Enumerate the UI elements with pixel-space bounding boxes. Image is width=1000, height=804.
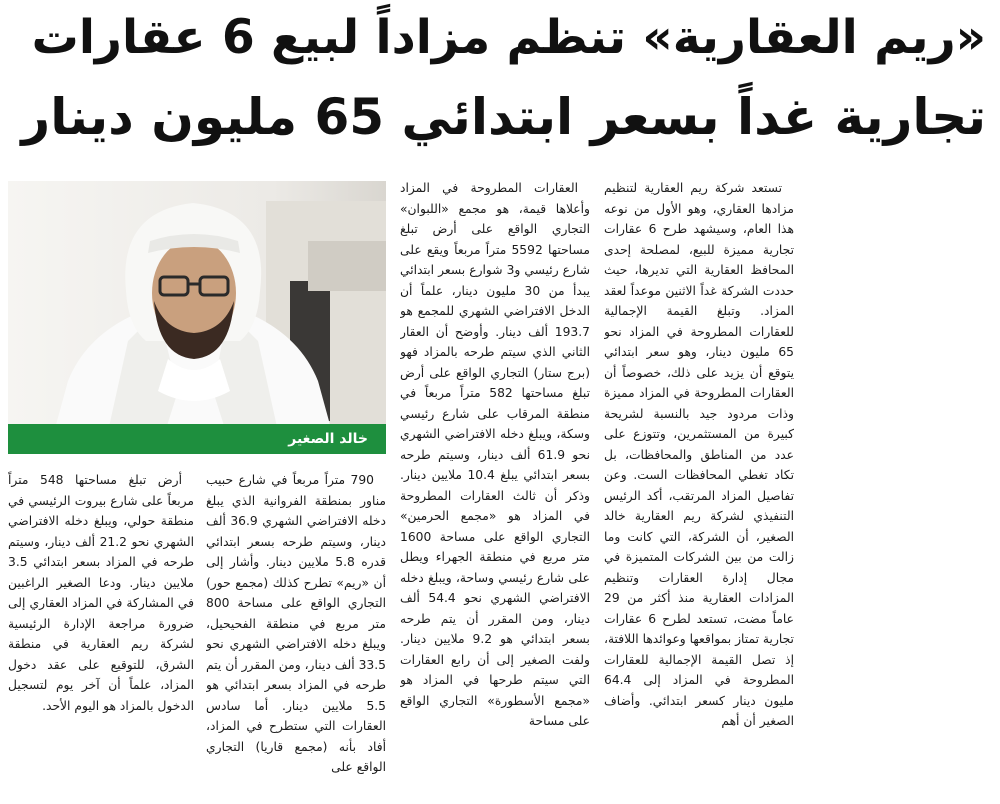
portrait-illustration <box>8 181 386 454</box>
headline-line-2: تجارية غداً بسعر ابتدائي 65 مليون دينار <box>21 88 986 146</box>
column-3-text: 790 متراً مربعاً في شارع حبيب مناور بمنطقة الفروانية الذي يبلغ دخله الافتراضي الشهري 36.9 ألف دينار، وسيتم طرحه بسعر ابتدائي قدره 5.8 ملايين دينار. وأشار إلى أن «ريم» تطرح كذلك (مجمع حور) التجاري الواقع على مساحة 800 متر مربع في منطقة الفحيحيل، ويبلغ دخله الافتراضي الشهري نحو 33.5 ألف دينار، ومن المقرر أن يتم طرحه في المزاد بسعر ابتدائي هو 5.5 ملايين دينار. أما سادس العقارات التي ستطرح في المزاد، أفاد بأنه (مجمع قاريا) التجاري الواقع على <box>206 473 386 774</box>
headline-line-1: «ريم العقارية» تنظم مزاداً لبيع 6 عقارات <box>31 10 986 65</box>
portrait-photo <box>8 181 386 454</box>
article-column-1 <box>604 178 794 804</box>
article-column-2 <box>400 178 590 804</box>
article-column-3 <box>206 470 386 804</box>
column-2-text: العقارات المطروحة في المزاد وأعلاها قيمة، هو مجمع «اللبوان» التجاري الواقع على أرض تبلغ مساحتها 5592 متراً مربعاً ويقع على شارع رئيسي و3 شوارع بسعر ابتدائي يبدأ من 30 مليون دينار، علماً أن الدخل الافتراضي الشهري للمجمع هو 193.7 ألف دينار. وأوضح أن العقار الثاني الذي سيتم طرحه بالمزاد فهو (برج ستار) التجاري الواقع على أرض تبلغ مساحتها 582 متراً مربعاً في منطقة المرقاب على شارع رئيسي وسكة، ويبلغ دخله الافتراضي الشهري نحو 61.9 ألف دينار، وسيتم طرحه بسعر ابتدائي يبلغ 10.4 ملايين دينار. وذكر أن ثالث العقارات المطروحة في المزاد هو «مجمع الحرمين» التجاري الواقع على مساحة 1600 متر مربع في منطقة الجهراء ويطل على شارع رئيسي وساحة، ويبلغ دخله الافتراضي الشهري نحو 54.4 ألف دينار، ومن المقرر أن يتم طرحه بسعر ابتدائي هو 9.2 ملايين دينار. ولفت الصغير إلى أن رابع العقارات التي سيتم طرحها في المزاد هو «مجمع الأسطورة» التجاري الواقع على مساحة <box>400 181 590 728</box>
photo-caption: خالد الصغير <box>8 424 386 454</box>
article-column-4 <box>8 470 194 750</box>
column-1-text: تستعد شركة ريم العقارية لتنظيم مزادها العقاري، وهو الأول من نوعه هذا العام، وسيشهد طرح 6 عقارات تجارية مميزة للبيع، لمصلحة إحدى المحافظ العقارية التي تديرها، حيث حددت الشركة غداً الاثنين موعداً لعقد المزاد. وتبلغ القيمة الإجمالية للعقارات المطروحة في المزاد نحو 65 مليون دينار، وهو سعر ابتدائي يتوقع أن يزيد على ذلك، خصوصاً أن العقارات المطروحة في المزاد مميزة وذات مردود جيد بالنسبة لشريحة كبيرة من المستثمرين، وتتوزع على عدد من المناطق والمحافظات، بل تكاد تغطي المحافظات الست. وعن تفاصيل المزاد المرتقب، أكد الرئيس التنفيذي لشركة ريم العقارية خالد الصغير، أن الشركة، التي كانت وما زالت من بين الشركات المتميزة في مجال إدارة العقارات وتنظيم المزادات العقارية منذ أكثر من 29 عاماً مضت، تستعد لطرح 6 عقارات تجارية تمتاز بمواقعها وعوائدها اللافتة، إذ تصل القيمة الإجمالية للعقارات المطروحة في المزاد إلى 64.4 مليون دينار كسعر ابتدائي. وأضاف الصغير أن أهم <box>604 181 794 728</box>
column-4-text: أرض تبلغ مساحتها 548 متراً مربعاً على شارع بيروت الرئيسي في منطقة حولي، ويبلغ دخله الافتراضي الشهري نحو 21.2 ألف دينار، وسيتم طرحه في المزاد بسعر ابتدائي 3.5 ملايين دينار. ودعا الصغير الراغبين في المشاركة في المزاد العقاري إلى ضرورة مراجعة الإدارة الرئيسية لشركة ريم العقارية في منطقة الشرق، للتوقيع على عقد دخول المزاد، علماً أن آخر يوم لتسجيل الدخول بالمزاد هو اليوم الأحد. <box>8 473 194 713</box>
